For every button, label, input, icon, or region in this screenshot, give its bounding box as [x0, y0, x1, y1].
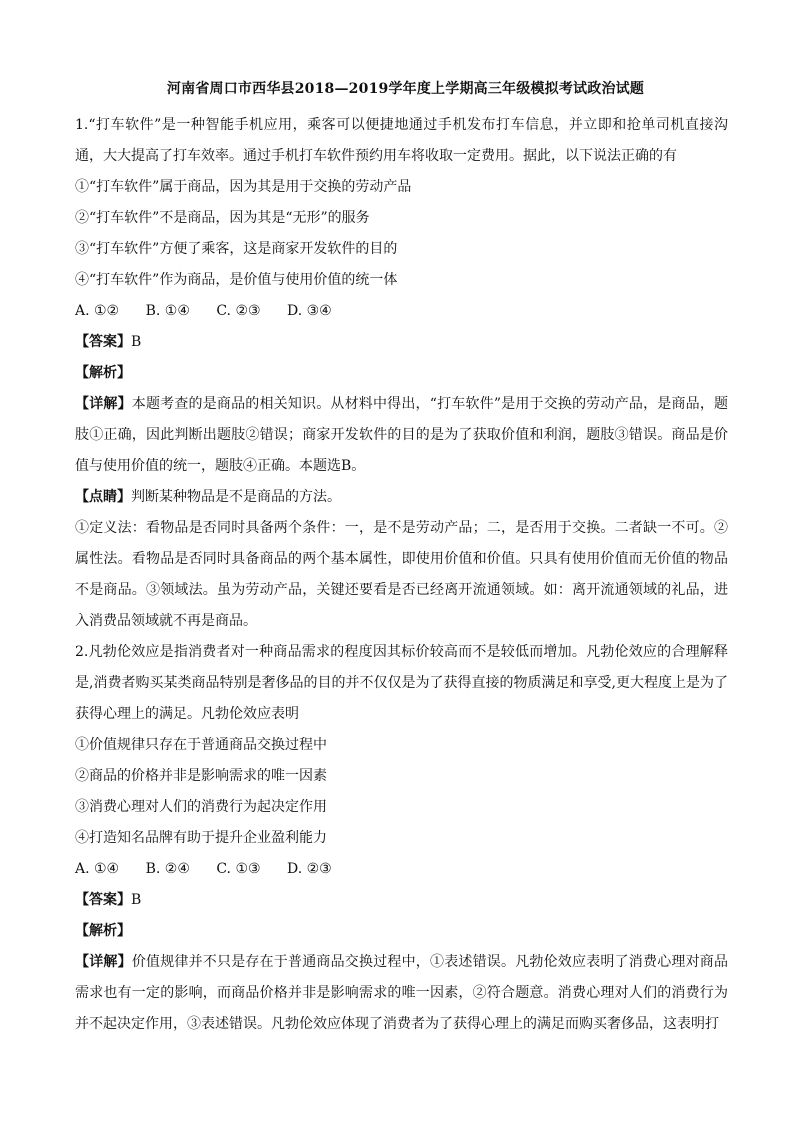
q2-stem: 2.凡勃伦效应是指消费者对一种商品需求的程度因其标价较高而不是较低而增加。凡勃伦效应的合理解释是,消费者购买某类商品特别是奢侈品的目的并不仅仅是为了获得直接的物质满足和享受,更大程度上是为了获得心理上的满足。凡勃伦效应表明 [75, 644, 728, 722]
q1-answer-value: B [131, 334, 142, 350]
q2-options [75, 854, 728, 885]
q1-options [75, 296, 728, 327]
q2-option-d: D. ②③ [287, 861, 332, 877]
q1-option-c: C. ②③ [216, 303, 261, 319]
q1-item-1: ①“打车软件”属于商品，因为其是用于交换的劳动产品 [75, 179, 412, 195]
q1-item-2: ②“打车软件”不是商品，因为其是“无形”的服务 [75, 210, 370, 226]
q2-item-2: ②商品的价格并非是影响需求的唯一因素 [75, 768, 327, 784]
q1-detail [75, 389, 728, 482]
q2-detail-tag: 【详解】 [75, 954, 132, 970]
q2-detail [75, 947, 728, 1040]
page-title: 河南省周口市西华县2018—2019学年度上学期高三年级模拟考试政治试题 [166, 81, 645, 97]
q1-stem: 1.“打车软件”是一种智能手机应用，乘客可以便捷地通过手机发布打车信息，并立即和抢单司机直接沟通，大大提高了打车效率。通过手机打车软件预约用车将收取一定费用。据此，以下说法正确的有 [75, 117, 728, 164]
q2-answer-value: B [131, 892, 142, 908]
q1-tip [75, 482, 728, 513]
q1-item-3: ③“打车软件”方便了乘客，这是商家开发软件的目的 [75, 241, 398, 257]
q1-option-d: D. ③④ [287, 303, 332, 319]
q2-detail-text: 价值规律并不只是存在于普通商品交换过程中，①表述错误。凡勃伦效应表明了消费心理对商品需求也有一定的影响，而商品价格并非是影响需求的唯一因素，②符合题意。消费心理对人们的消费行为并不起决定作用，③表述错误。凡勃伦效应体现了消费者为了获得心理上的满足而购买奢侈品，这表明打 [75, 954, 729, 1032]
q2-option-b: B. ②④ [145, 861, 190, 877]
q2-option-a: A. ①④ [75, 861, 120, 877]
q2-item-4: ④打造知名品牌有助于提升企业盈利能力 [75, 830, 327, 846]
q2-answer-tag: 【答案】 [75, 892, 131, 908]
q1-item-4: ④“打车软件”作为商品，是价值与使用价值的统一体 [75, 272, 398, 288]
q1-option-b: B. ①④ [145, 303, 190, 319]
q2-item-1: ①价值规律只存在于普通商品交换过程中 [75, 737, 327, 753]
q2-answer [75, 885, 728, 916]
q1-tip-body: ①定义法：看物品是否同时具备两个条件：一，是不是劳动产品；二，是否用于交换。二者缺一不可。②属性法。看物品是否同时具备商品的两个基本属性，即使用价值和价值。只具有使用价值而无价值的物品不是商品。③领域法。虽为劳动产品，关键还要看是否已经离开流通领域。如：离开流通领域的礼品，进入消费品领域就不再是商品。 [75, 520, 728, 629]
q1-option-a: A. ①② [75, 303, 120, 319]
q1-tip-tag: 【点睛】 [75, 489, 131, 505]
q2-option-c: C. ①③ [216, 861, 261, 877]
q2-item-3: ③消费心理对人们的消费行为起决定作用 [75, 799, 327, 815]
q1-detail-text: 本题考查的是商品的相关知识。从材料中得出，“打车软件”是用于交换的劳动产品，是商品，题肢①正确，因此判断出题肢②错误；商家开发软件的目的是为了获取价值和利润，题肢③错误。商品是价值与使用价值的统一，题肢④正确。本题选B。 [75, 396, 729, 474]
q1-answer [75, 327, 728, 358]
q1-analysis-tag: 【解析】 [75, 365, 131, 381]
q1-answer-tag: 【答案】 [75, 334, 131, 350]
q1-detail-tag: 【详解】 [75, 396, 132, 412]
q2-analysis-tag: 【解析】 [75, 923, 131, 939]
q1-tip-text: 判断某种物品是不是商品的方法。 [131, 489, 341, 505]
